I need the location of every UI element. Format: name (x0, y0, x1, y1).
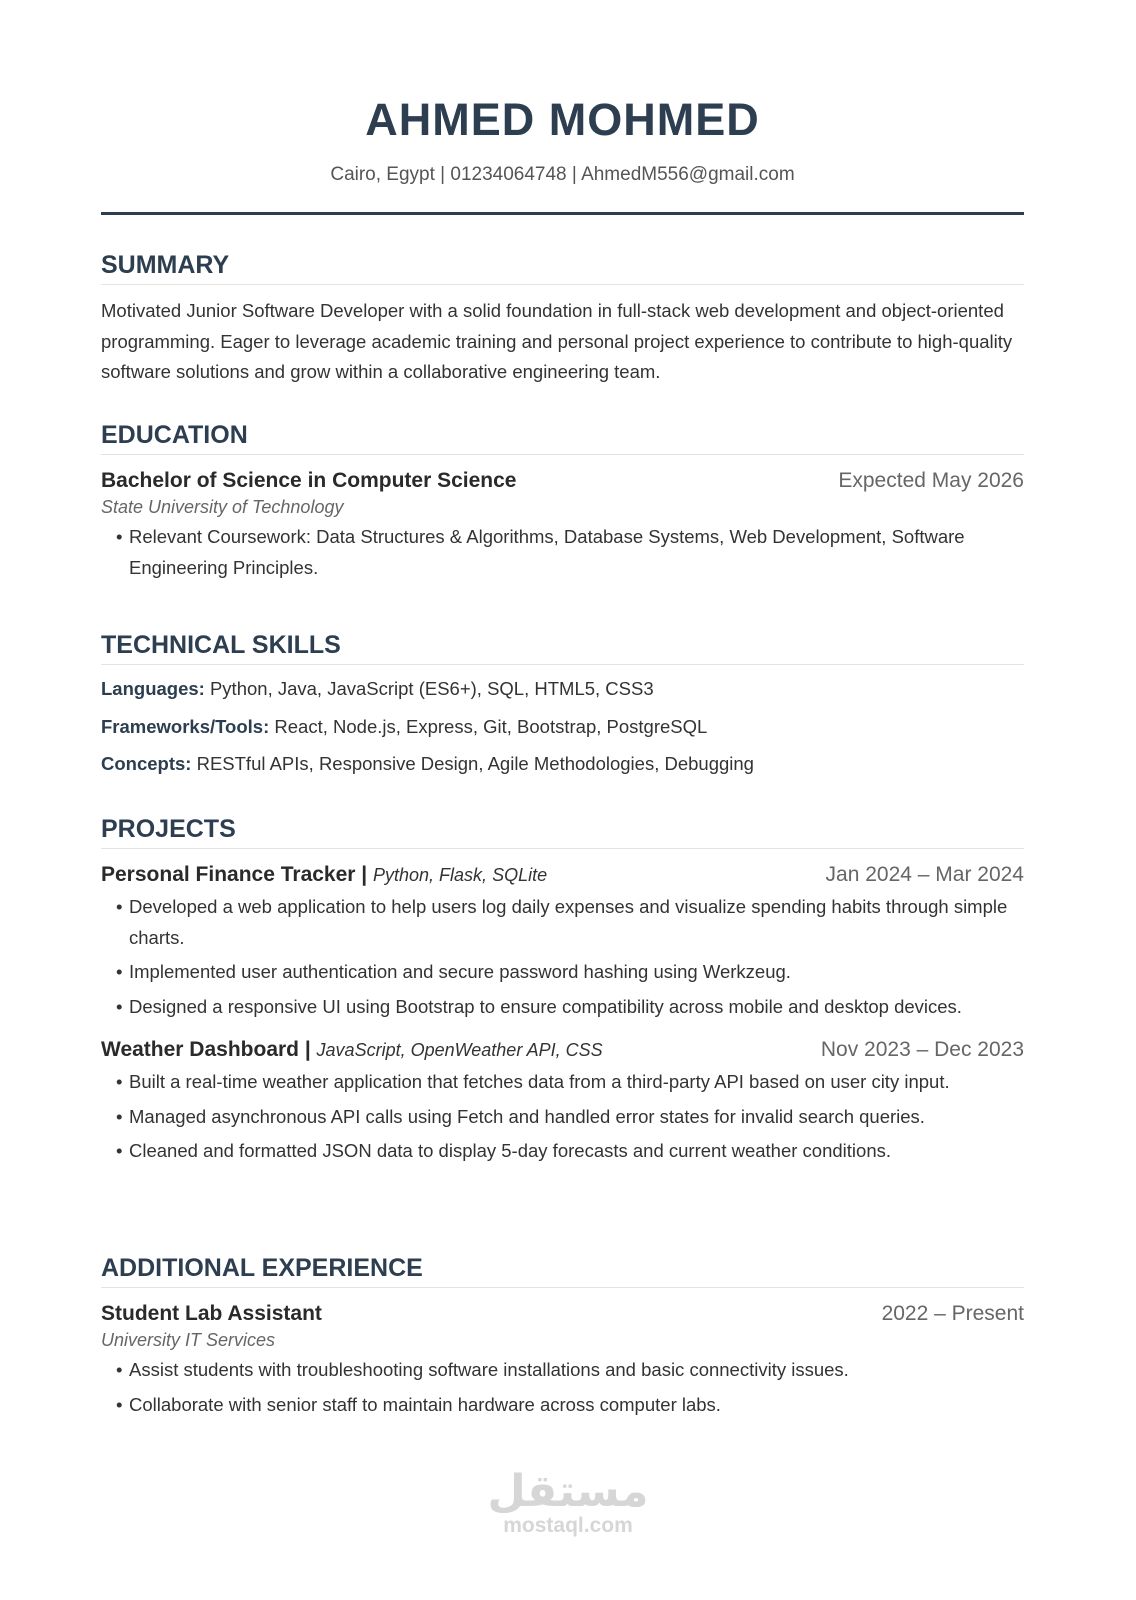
watermark-url: mostaql.com (503, 1514, 633, 1537)
project-tech: JavaScript, OpenWeather API, CSS (316, 1040, 603, 1060)
project-entry (101, 1038, 1024, 1167)
section-heading: ADDITIONAL EXPERIENCE (101, 1253, 1024, 1288)
section-heading: EDUCATION (101, 420, 1024, 455)
list-item: • Implemented user authentication and secure password hashing using Werkzeug. (101, 957, 1024, 988)
summary-section (101, 250, 1024, 388)
education-date: Expected May 2026 (838, 469, 1024, 492)
section-heading: TECHNICAL SKILLS (101, 630, 1024, 665)
skill-row (101, 745, 1024, 783)
skills-section (101, 630, 1024, 783)
summary-text: Motivated Junior Software Developer with a solid foundation in full-stack web development and object-oriented programming. Eager to leverage academic training and personal project experience to contribute to high-quality software solutions and grow within a collaborative engineering team. (101, 300, 1013, 382)
skill-value: Python, Java, JavaScript (ES6+), SQL, HTML5, CSS3 (204, 678, 654, 699)
list-item: • Developed a web application to help users log daily expenses and visualize spending habits through simple charts. (101, 892, 1024, 953)
project-title: Personal Finance Tracker | (101, 863, 368, 886)
degree-title: Bachelor of Science in Computer Science (101, 469, 517, 492)
skill-value: RESTful APIs, Responsive Design, Agile Methodologies, Debugging (191, 753, 754, 774)
list-item: • Built a real-time weather application that fetches data from a third-party API based on user city input. (101, 1067, 1024, 1098)
list-item: • Designed a responsive UI using Bootstrap to ensure compatibility across mobile and desktop devices. (101, 992, 1024, 1023)
skill-label: Frameworks/Tools: (101, 715, 270, 737)
school-name: State University of Technology (101, 497, 344, 517)
list-item: • Managed asynchronous API calls using Fetch and handled error states for invalid search queries. (101, 1102, 1024, 1133)
skill-value: React, Node.js, Express, Git, Bootstrap, PostgreSQL (269, 715, 708, 737)
skill-label: Concepts: (101, 753, 192, 774)
contact-info: Cairo, Egypt | 01234064748 | AhmedM556@gmail.com (330, 164, 795, 185)
list-item: • Assist students with troubleshooting software installations and basic connectivity issues. (101, 1355, 1024, 1386)
experience-section (101, 1253, 1024, 1420)
job-title: Student Lab Assistant (101, 1302, 322, 1325)
project-date: Jan 2024 – Mar 2024 (825, 863, 1024, 886)
organization: University IT Services (101, 1330, 276, 1350)
project-title: Weather Dashboard | (101, 1038, 311, 1061)
project-entry (101, 863, 1024, 1022)
skill-label: Languages: (101, 678, 205, 699)
skill-row (101, 708, 1024, 746)
projects-section (101, 814, 1024, 1167)
project-tech: Python, Flask, SQLite (373, 865, 548, 885)
header-divider (101, 212, 1024, 215)
project-date: Nov 2023 – Dec 2023 (820, 1038, 1024, 1061)
section-heading: SUMMARY (101, 250, 1024, 285)
education-section (101, 420, 1024, 583)
job-date: 2022 – Present (881, 1302, 1024, 1325)
section-heading: PROJECTS (101, 814, 1024, 849)
list-item: • Cleaned and formatted JSON data to display 5-day forecasts and current weather conditions. (101, 1136, 1024, 1167)
list-item: • Relevant Coursework: Data Structures & Algorithms, Database Systems, Web Development, Software Engineering Principles. (101, 522, 1024, 583)
skill-row (101, 670, 1024, 708)
candidate-name: AHMED MOHMED (365, 94, 760, 145)
watermark-logo: مستقل (487, 1466, 649, 1517)
list-item: • Collaborate with senior staff to maintain hardware across computer labs. (101, 1390, 1024, 1421)
